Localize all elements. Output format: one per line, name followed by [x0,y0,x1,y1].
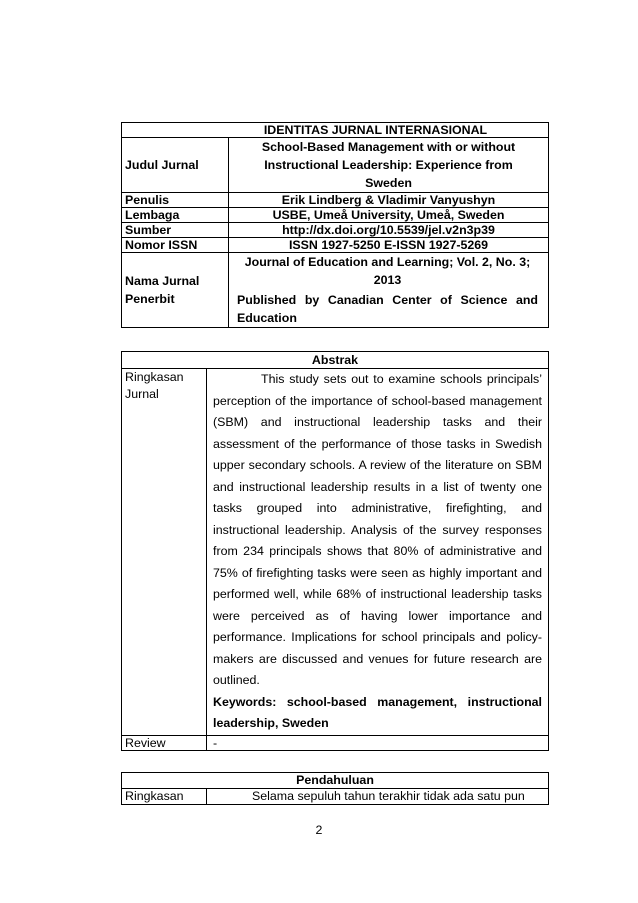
intro-row [122,789,549,805]
intro-header: Pendahuluan [122,773,549,789]
introduction-table [121,772,549,805]
review-value: - [207,735,549,750]
source-row [122,223,549,238]
abstract-keywords: Keywords: school-based management, instructional leadership, Sweden [213,694,542,730]
journal-value [229,253,549,328]
identity-header-row [122,123,549,138]
intro-text: Selama sepuluh tahun terakhir tidak ada satu pun [207,789,549,805]
intro-label: Ringkasan [122,789,207,805]
title-row [122,138,549,193]
title-label: Judul Jurnal [122,138,229,193]
journal-name-line: Journal of Education and Learning; Vol. 2, No. 3; [244,255,531,269]
journal-name-label: Nama Jurnal [125,274,200,288]
journal-year-line: 2013 [373,273,402,287]
abstract-table [121,351,549,751]
journal-identity-table [121,122,549,328]
publisher-value: Published by Canadian Center of Science and Education [237,293,538,325]
source-label: Sumber [122,223,229,238]
abstract-header: Abstrak [122,352,549,369]
identity-header: IDENTITAS JURNAL INTERNASIONAL [122,123,549,138]
journal-labels [122,253,229,328]
issn-label: Nomor ISSN [122,238,229,253]
abstract-label: Ringkasan Jurnal [122,369,207,736]
intro-header-row [122,773,549,789]
abstract-text: This study sets out to examine schools principals’ perception of the importance of school-based management (SBM) and instructional leadership tasks and their assessment of the performance of those tasks in Swedish upper secondary schools. A review of the literature on SBM and instructional leadership results in a list of twenty one tasks grouped into administrative, firefighting, and instructional leadership. Analysis of the survey responses from 234 principals shows that 80% of administrative and 75% of firefighting tasks were seen as highly important and performed well, while 68% of instructional leadership tasks were perceived as of having lower importance and performance. Implications for school principals and policy-makers are discussed and venues for future research are outlined. [213,372,542,687]
issn-value: ISSN 1927-5250 E-ISSN 1927-5269 [229,238,549,253]
institution-row [122,208,549,223]
journal-row [122,253,549,328]
institution-label: Lembaga [122,208,229,223]
author-value: Erik Lindberg & Vladimir Vanyushyn [229,193,549,208]
review-row [122,735,549,750]
review-label: Review [122,735,207,750]
abstract-row [122,369,549,736]
author-label: Penulis [122,193,229,208]
issn-row [122,238,549,253]
publisher-label: Penerbit [125,292,175,306]
source-value: http://dx.doi.org/10.5539/jel.v2n3p39 [229,223,549,238]
abstract-header-row [122,352,549,369]
title-line-2: Instructional Leadership: Experience from [264,158,513,172]
institution-value: USBE, Umeå University, Umeå, Sweden [229,208,549,223]
abstract-body [207,369,549,736]
title-value [229,138,549,193]
title-line-3: Sweden [365,176,412,190]
title-line-1: School-Based Management with or without [261,140,516,154]
page-number: 2 [315,823,323,837]
author-row [122,193,549,208]
